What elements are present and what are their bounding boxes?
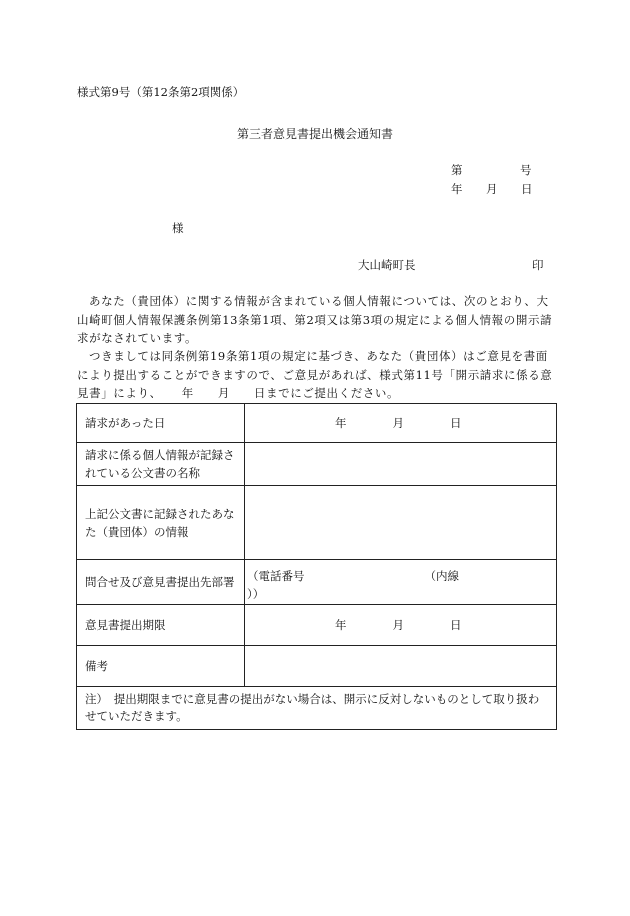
phone-label: （電話番号 <box>247 569 305 583</box>
body-paragraph-2 <box>77 347 558 403</box>
deadline-value <box>245 605 557 646</box>
seal-mark: 印 <box>532 258 544 272</box>
addressee-suffix: 様 <box>172 221 184 235</box>
table-row <box>77 486 557 560</box>
body-paragraph-1: あなた（貴団体）に関する情報が含まれている個人情報については、次のとおり、大山崎町個人情報保護条例第13条第1項、第2項又は第3項の規定による個人情報の開示請求がなされています。 <box>77 294 553 345</box>
deadline-month: 月 <box>392 618 404 632</box>
closing-parens: ）） <box>247 587 265 601</box>
deadline-label: 意見書提出期限 <box>77 605 245 646</box>
document-title: 第三者意見書提出機会通知書 <box>236 127 393 141</box>
contact-department-label: 問合せ及び意見書提出先部署 <box>77 560 245 605</box>
table-row <box>77 687 557 730</box>
paragraph-2-year: 年 <box>181 386 194 400</box>
paragraph-2-start: つきましては同条例第19条第1項の規定に基づき、あなた（貴団体）はご意見を書面により提出することができますので、ご意見があれば、様式第11号「開示請求に係る意見書」により、 <box>77 349 553 400</box>
table-row <box>77 560 557 605</box>
remarks-label: 備考 <box>77 646 245 687</box>
table-row <box>77 404 557 443</box>
deadline-year: 年 <box>335 618 347 632</box>
date-day: 日 <box>521 182 533 196</box>
paragraph-2-month: 月 <box>217 386 230 400</box>
note-text: 注） 提出期限までに意見書の提出がない場合は、開示に反対しないものとして取り扱わせていただきます。 <box>77 687 557 730</box>
info-table <box>76 403 557 730</box>
request-date-day: 日 <box>450 416 462 430</box>
third-party-info-value <box>245 486 557 560</box>
doc-number-suffix: 号 <box>520 163 532 177</box>
document-name-label: 請求に係る個人情報が記録されている公文書の名称 <box>77 443 245 486</box>
sender-name: 大山崎町長 <box>358 258 416 272</box>
request-date-month: 月 <box>392 416 404 430</box>
date-year: 年 <box>451 182 463 196</box>
contact-department-value <box>245 560 557 605</box>
table-row <box>77 605 557 646</box>
doc-number-prefix: 第 <box>451 163 463 177</box>
date-month: 月 <box>486 182 498 196</box>
paragraph-2-end: 日までにご提出ください。 <box>253 386 400 400</box>
table-row <box>77 443 557 486</box>
table-row <box>77 646 557 687</box>
request-date-year: 年 <box>335 416 347 430</box>
form-number: 様式第9号（第12条第2項関係） <box>77 85 245 99</box>
request-date-label: 請求があった日 <box>77 404 245 443</box>
remarks-value <box>245 646 557 687</box>
extension-label: （内線 <box>424 569 459 583</box>
request-date-value <box>245 404 557 443</box>
document-name-value <box>245 443 557 486</box>
deadline-day: 日 <box>450 618 462 632</box>
third-party-info-label: 上記公文書に記録されたあなた（貴団体）の情報 <box>77 486 245 560</box>
